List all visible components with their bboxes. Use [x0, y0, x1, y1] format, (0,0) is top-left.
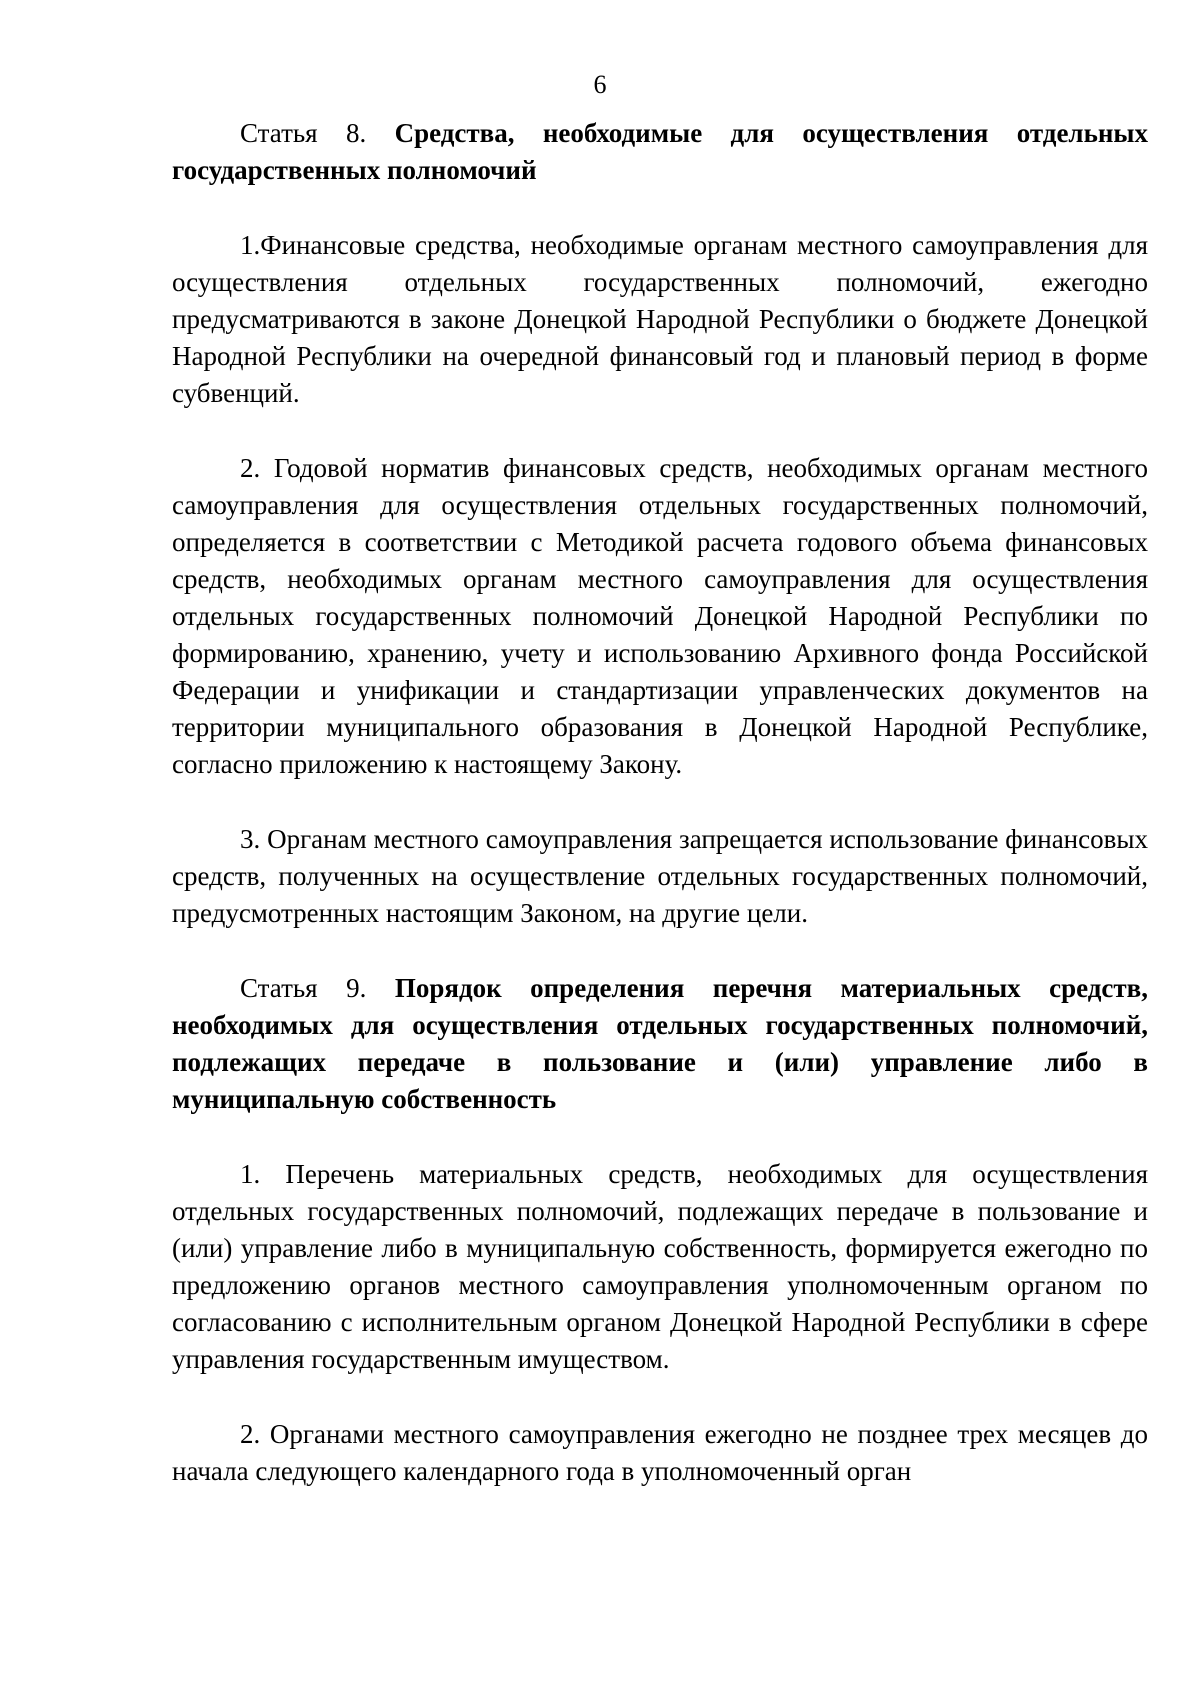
article-8-title: Средства, необходимые для осуществления отдельных государственных полномочий — [172, 118, 1148, 185]
article-8-paragraph-2: 2. Годовой норматив финансовых средств, необходимых органам местного самоуправления для осуществления отдельных государственных полномочий, определяется в соответствии с Методикой расчета годового объема финансовых средств, необходимых органам местного самоуправления для осуществления отдельных государственных полномочий Донецкой Народной Республики по формированию, хранению, учету и использованию Архивного фонда Российской Федерации и унификации и стандартизации управленческих документов на территории муниципального образования в Донецкой Народной Республике, согласно приложению к настоящему Закону. — [172, 453, 1148, 779]
page-number: 6 — [593, 70, 607, 99]
article-9-heading — [172, 970, 1148, 1118]
article-8-heading — [172, 115, 1148, 189]
article-8-label: Статья 8. — [240, 118, 367, 148]
article-9-title: Порядок определения перечня материальных средств, необходимых для осуществления отдельных государственных полномочий, подлежащих передаче в пользование и (или) управление либо в муниципальную собственность — [172, 973, 1148, 1114]
document-body — [172, 115, 1148, 1490]
article-9-paragraph-1: 1. Перечень материальных средств, необходимых для осуществления отдельных государственных полномочий, подлежащих передаче в пользование и (или) управление либо в муниципальную собственность, формируется ежегодно по предложению органов местного самоуправления уполномоченным органом по согласованию с исполнительным органом Донецкой Народной Республики в сфере управления государственным имуществом. — [172, 1159, 1148, 1374]
article-8-paragraph-1: 1.Финансовые средства, необходимые органам местного самоуправления для осуществления отдельных государственных полномочий, ежегодно предусматриваются в законе Донецкой Народной Республики о бюджете Донецкой Народной Республики на очередной финансовый год и плановый период в форме субвенций. — [172, 230, 1148, 408]
article-8-paragraph-3: 3. Органам местного самоуправления запрещается использование финансовых средств, полученных на осуществление отдельных государственных полномочий, предусмотренных настоящим Законом, на другие цели. — [172, 824, 1148, 928]
article-9-paragraph-2: 2. Органами местного самоуправления ежегодно не позднее трех месяцев до начала следующего календарного года в уполномоченный орган — [172, 1419, 1148, 1486]
article-9-label: Статья 9. — [240, 973, 367, 1003]
